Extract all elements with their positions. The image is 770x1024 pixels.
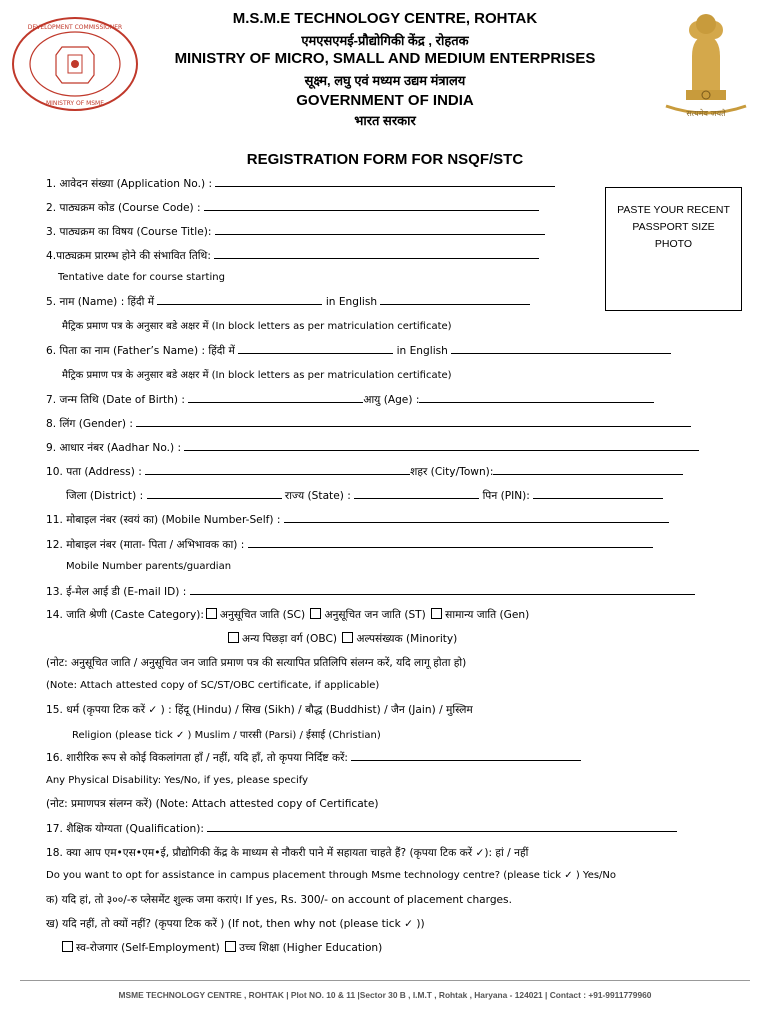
- name-block-letters-note: मैट्रिक प्रमाण पत्र के अनुसार बडे अक्षर में (In block letters as per matriculation certificate): [62, 321, 452, 332]
- disability-cert-note: (नोट: प्रमाणपत्र संलग्न करें) (Note: Attach attested copy of Certificate): [46, 798, 379, 810]
- field-application-no: 1. आवेदन संख्या (Application No.) :: [46, 176, 555, 191]
- field-placement-en: Do you want to opt for assistance in campus placement through Msme technology centre? (please tick ✓ ) Yes/No: [46, 870, 617, 881]
- course-code-input[interactable]: [204, 200, 539, 211]
- field-disability: 16. शारीरिक रूप से कोई विकलांगता हाँ / नहीं, यदि हाँ, तो कृपया निर्दिष्ट करें:: [46, 750, 581, 765]
- form-title: REGISTRATION FORM FOR NSQF/STC: [246, 151, 524, 168]
- gen-checkbox[interactable]: [431, 608, 442, 619]
- caste-note-en: (Note: Attach attested copy of SC/ST/OBC certificate, if applicable): [46, 680, 380, 691]
- photo-box-line2: PASSPORT SIZE: [632, 221, 715, 233]
- government-name-hi: भारत सरकार: [354, 113, 416, 128]
- svg-text:DEVELOPMENT COMMISSIONER: DEVELOPMENT COMMISSIONER: [27, 24, 123, 31]
- gender-input[interactable]: [136, 416, 691, 427]
- footer-address: MSME TECHNOLOGY CENTRE , ROHTAK | Plot NO. 10 & 11 |Sector 30 B , I.M.T , Rohtak , Haryana - 124021 | Contact : +91-9911779960: [118, 990, 652, 1000]
- ministry-name-en: MINISTRY OF MICRO, SMALL AND MEDIUM ENTERPRISES: [174, 50, 596, 67]
- field-course-code: 2. पाठ्यक्रम कोड (Course Code) :: [46, 200, 539, 215]
- name-hindi-input[interactable]: [157, 294, 322, 305]
- passport-photo-box[interactable]: [605, 187, 742, 311]
- start-date-note: Tentative date for course starting: [58, 272, 225, 283]
- field-name: 5. नाम (Name) : हिंदी में in English: [46, 294, 530, 309]
- ministry-name-hi: सूक्ष्म, लघु एवं मध्यम उद्यम मंत्रालय: [304, 73, 466, 88]
- obc-checkbox[interactable]: [228, 632, 239, 643]
- city-input[interactable]: [493, 464, 683, 475]
- field-dob-age: 7. जन्म तिथि (Date of Birth) : आयु (Age) :: [46, 392, 654, 407]
- dob-input[interactable]: [188, 392, 363, 403]
- field-why-not-options: स्व-रोजगार (Self-Employment) उच्च शिक्षा (Higher Education): [60, 941, 382, 955]
- father-block-letters-note: मैट्रिक प्रमाण पत्र के अनुसार बडे अक्षर में (In block letters as per matriculation certificate): [62, 370, 452, 381]
- field-placement-hi: 18. क्या आप एम•एस•एम•ई, प्रौद्योगिकी केंद्र के माध्यम से नौकरी पाने में सहायता चाहते हैं? (कृपया टिक करें ✓): हां / नहीं: [46, 847, 529, 859]
- qualification-input[interactable]: [207, 821, 677, 832]
- centre-name-en: M.S.M.E TECHNOLOGY CENTRE, ROHTAK: [232, 10, 538, 27]
- national-emblem-logo: [658, 8, 754, 120]
- field-start-date: 4.पाठ्यक्रम प्रारम्भ होने की संभावित तिथि:: [46, 248, 539, 263]
- state-input[interactable]: [354, 488, 479, 499]
- field-religion: 15. धर्म (कृपया टिक करें ✓ ) : हिंदू (Hindu) / सिख (Sikh) / बौद्ध (Buddhist) / जैन (Jain) / मुस्लिम: [46, 704, 473, 716]
- placement-why-not: ख) यदि नहीं, तो क्यों नहीं? (कृपया टिक करें ) (If not, then why not (please tick ✓ )): [46, 918, 425, 930]
- caste-note-hi: (नोट: अनुसूचित जाति / अनुसूचित जन जाति प्रमाण पत्र की सत्यापित प्रतिलिपि संलग्न करें, यदि लागू होता हो): [46, 657, 467, 669]
- photo-box-line3: PHOTO: [654, 238, 693, 250]
- start-date-input[interactable]: [214, 248, 539, 259]
- field-email: 13. ई-मेल आई डी (E-mail ID) :: [46, 584, 695, 599]
- field-caste-category-2: अन्य पिछड़ा वर्ग (OBC) अल्पसंख्यक (Minority): [226, 632, 457, 646]
- placement-charges-note: क) यदि हां, तो ३००/-रु प्लेसमेंट शुल्क जमा कराएं। If yes, Rs. 300/- on account of placement charges.: [46, 894, 512, 906]
- address-input[interactable]: [145, 464, 410, 475]
- field-gender: 8. लिंग (Gender) :: [46, 416, 691, 431]
- svg-text:सत्यमेव जयते: सत्यमेव जयते: [686, 109, 726, 118]
- course-title-input[interactable]: [215, 224, 545, 235]
- district-input[interactable]: [147, 488, 282, 499]
- aadhar-input[interactable]: [184, 440, 699, 451]
- field-caste-category: 14. जाति श्रेणी (Caste Category): अनुसूचित जाति (SC) अनुसूचित जन जाति (ST) सामान्य जाति (Gen): [46, 609, 530, 621]
- father-name-hindi-input[interactable]: [238, 343, 393, 354]
- svg-text:MINISTRY OF MSME: MINISTRY OF MSME: [45, 100, 105, 107]
- mobile-parent-input[interactable]: [248, 537, 653, 548]
- field-mobile-parent: 12. मोबाइल नंबर (माता- पिता / अभिभावक का) :: [46, 537, 653, 552]
- government-name-en: GOVERNMENT OF INDIA: [296, 92, 474, 109]
- pin-input[interactable]: [533, 488, 663, 499]
- field-qualification: 17. शैक्षिक योग्यता (Qualification):: [46, 821, 677, 836]
- msme-seal-logo: [10, 15, 140, 113]
- field-religion-en: Religion (please tick ✓ ) Muslim / पारसी (Parsi) / ईसाई (Christian): [72, 730, 381, 741]
- name-english-input[interactable]: [380, 294, 530, 305]
- disability-input[interactable]: [351, 750, 581, 761]
- mobile-parent-note: Mobile Number parents/guardian: [66, 561, 232, 572]
- sc-checkbox[interactable]: [206, 608, 217, 619]
- field-address-city: 10. पता (Address) : शहर (City/Town):: [46, 464, 683, 479]
- higher-education-checkbox[interactable]: [225, 941, 236, 952]
- minority-checkbox[interactable]: [342, 632, 353, 643]
- mobile-self-input[interactable]: [284, 512, 669, 523]
- field-aadhar: 9. आधार नंबर (Aadhar No.) :: [46, 440, 699, 455]
- self-employment-checkbox[interactable]: [62, 941, 73, 952]
- st-checkbox[interactable]: [310, 608, 321, 619]
- age-input[interactable]: [419, 392, 654, 403]
- footer-divider: [20, 980, 750, 981]
- disability-note-en: Any Physical Disability: Yes/No, if yes, please specify: [46, 775, 309, 786]
- field-mobile-self: 11. मोबाइल नंबर (स्वयं का) (Mobile Number-Self) :: [46, 512, 669, 527]
- father-name-english-input[interactable]: [451, 343, 671, 354]
- field-father-name: 6. पिता का नाम (Father’s Name) : हिंदी में in English: [46, 343, 671, 358]
- photo-box-line1: PASTE YOUR RECENT: [617, 204, 730, 216]
- application-no-input[interactable]: [215, 176, 555, 187]
- field-course-title: 3. पाठ्यक्रम का विषय (Course Title):: [46, 224, 545, 239]
- centre-name-hi: एमएसएमई-प्रौद्योगिकी केंद्र , रोहतक: [301, 33, 469, 48]
- email-input[interactable]: [190, 584, 695, 595]
- field-district-state-pin: जिला (District) : राज्य (State) : पिन (PIN):: [66, 488, 663, 503]
